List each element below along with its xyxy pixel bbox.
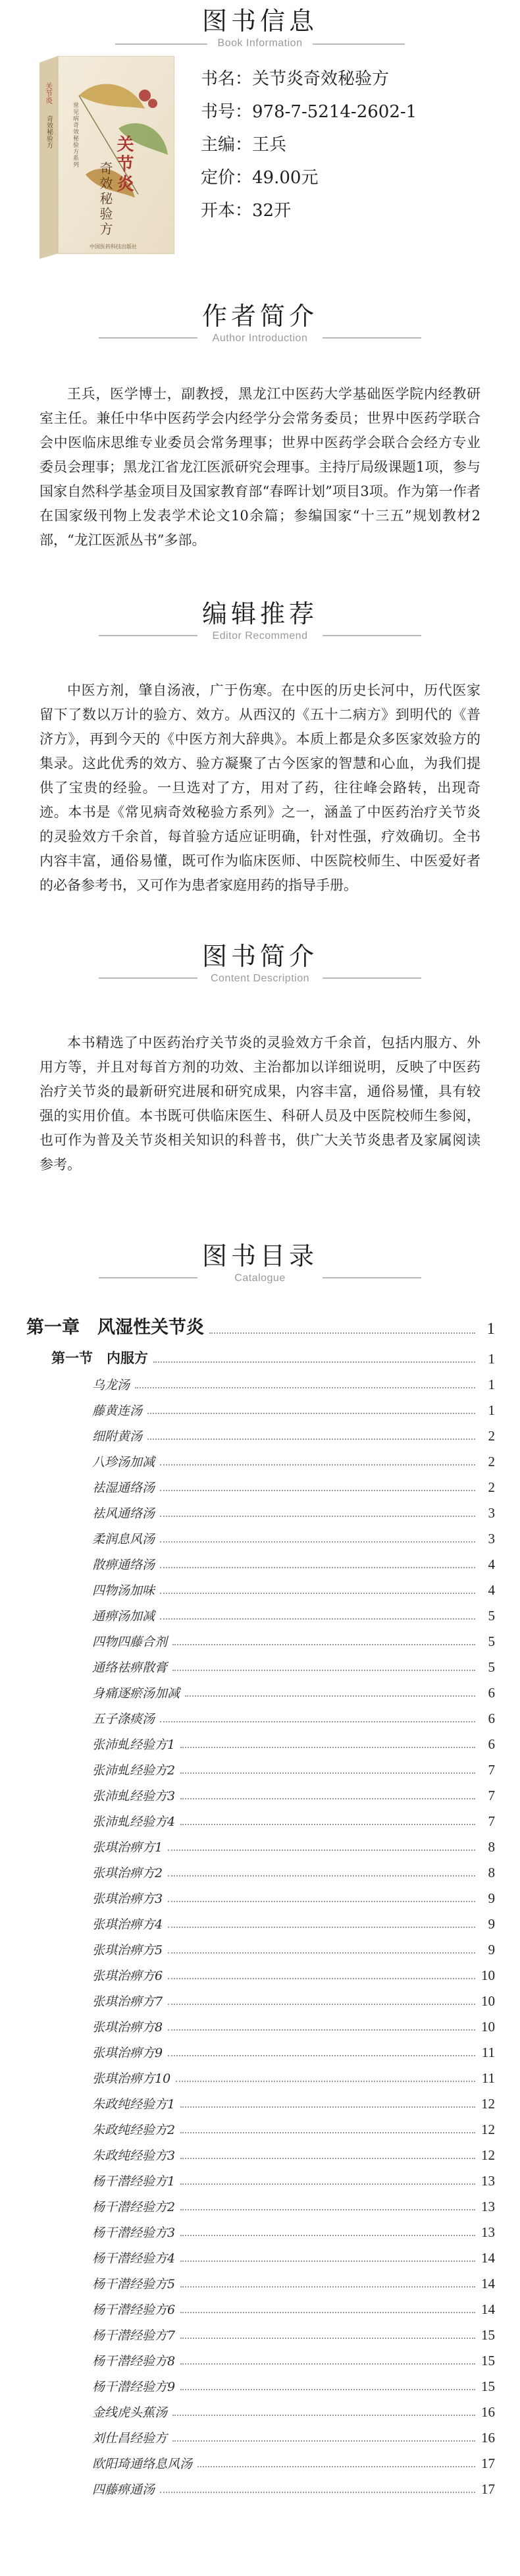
section-header-content: [0, 942, 520, 985]
toc-leader-dots: [160, 1721, 475, 1722]
toc-label: 朱政纯经验方2: [92, 2123, 176, 2137]
toc-entry: [26, 1805, 495, 1831]
toc-leader-dots: [147, 1439, 475, 1440]
toc-leader-dots: [180, 2338, 475, 2339]
section-header-author: [0, 302, 520, 345]
toc-leader-dots: [160, 1464, 475, 1466]
info-row-price: 定价：49.00元: [201, 168, 319, 188]
toc-leader-dots: [180, 2209, 475, 2210]
toc-leader-dots: [185, 1695, 475, 1697]
section-divider-right: [323, 337, 421, 339]
toc-leader-dots: [176, 2081, 475, 2082]
toc-entry: [26, 2165, 495, 2191]
toc-entry: [26, 1574, 495, 1600]
toc-leader-dots: [180, 2389, 475, 2390]
toc-leader-dots: [135, 1387, 475, 1388]
toc-leader-dots: [168, 2004, 475, 2005]
book-cover: [39, 56, 174, 259]
toc-page-number: 12: [481, 2096, 495, 2112]
cover-title-top: 关节炎: [114, 135, 134, 194]
toc-entry: [26, 1985, 495, 2011]
toc-page-number: 4: [488, 1556, 495, 1572]
toc-leader-dots: [160, 1567, 475, 1568]
toc-label: 四物四藤合剂: [92, 1635, 168, 1649]
toc-page-number: 10: [481, 2019, 495, 2035]
section-title: 图书信息: [201, 7, 318, 36]
toc-page-number: 15: [481, 2327, 495, 2343]
toc-entry: [26, 2345, 495, 2370]
toc-label: 张沛虬经验方1: [92, 1738, 176, 1752]
content-description-text: 本书精选了中医药治疗关节炎的灵验效方千余首，包括内服方、外用方等，并且对每首方剂的功效、主治都加以详细说明，反映了中医药治疗关节炎的最新研究进展和研究成果，内容丰富，通俗易懂，具有较强的实用价值。本书既可供临床医生、科研人员及中医院校师生参阅，也可作为普及关节炎相关知识的科普书，供广大关节炎患者及家属阅读参考。: [39, 1035, 481, 1172]
toc-label: 张沛虬经验方3: [92, 1789, 176, 1803]
toc-label: 张琪治痹方5: [92, 1943, 163, 1958]
toc-entry: [26, 1882, 495, 1908]
toc-entry: [26, 1959, 495, 1985]
toc-entry: [26, 2448, 495, 2473]
toc-label: 张琪治痹方2: [92, 1866, 163, 1880]
toc-page-number: 5: [488, 1633, 495, 1649]
toc-entry: [26, 1831, 495, 1857]
section-divider-left: [99, 1277, 197, 1278]
toc-entry: [26, 1857, 495, 1882]
toc-label: 四物汤加味: [92, 1583, 155, 1598]
toc-page-number: 5: [488, 1659, 495, 1675]
toc-page-number: 1: [486, 1320, 495, 1338]
toc-entry: [26, 1420, 495, 1446]
toc-entry: [26, 1728, 495, 1754]
info-row-format: 开本：32开: [201, 201, 292, 221]
section-title: 图书简介: [201, 942, 318, 971]
toc-page-number: 3: [488, 1531, 495, 1547]
toc-leader-dots: [180, 2261, 475, 2262]
toc-entry: [26, 2139, 495, 2165]
toc-entry: [26, 1523, 495, 1548]
toc-label: 杨干潜经验方8: [92, 2354, 176, 2369]
toc-entry: [26, 1677, 495, 1703]
toc-page-number: 7: [488, 1813, 495, 1829]
toc-label: 张琪治痹方4: [92, 1917, 163, 1932]
toc-page-number: 17: [481, 2481, 495, 2497]
toc-leader-dots: [180, 1747, 475, 1748]
toc-entry: [26, 2473, 495, 2499]
toc-leader-dots: [168, 1978, 475, 1979]
section-title: 作者简介: [201, 302, 318, 331]
toc-label: 张琪治痹方1: [92, 1840, 163, 1855]
toc-entry: [26, 1394, 495, 1420]
toc-page-number: 10: [481, 1993, 495, 2009]
toc-leader-dots: [147, 1413, 475, 1414]
toc-entry: [26, 1548, 495, 1574]
toc-label: 乌龙汤: [92, 1378, 130, 1392]
toc-page-number: 4: [488, 1582, 495, 1598]
toc-page-number: 5: [488, 1608, 495, 1624]
toc-page-number: 7: [488, 1788, 495, 1803]
section-subtitle: Catalogue: [234, 1273, 286, 1284]
toc-page-number: 9: [488, 1942, 495, 1958]
toc-page-number: 12: [481, 2147, 495, 2163]
toc-leader-dots: [160, 1490, 475, 1491]
toc-entry: [26, 2216, 495, 2242]
toc-page-number: 2: [488, 1428, 495, 1444]
toc-label: 张琪治痹方8: [92, 2020, 163, 2035]
cover-publisher: 中国医药科技出版社: [90, 244, 137, 250]
toc-leader-dots: [160, 1593, 475, 1594]
toc-page-number: 13: [481, 2199, 495, 2214]
section-subtitle: Editor Recommend: [212, 630, 308, 642]
toc-leader-dots: [160, 2492, 475, 2493]
toc-leader-dots: [180, 2158, 475, 2159]
toc-label: 祛湿通络汤: [92, 1481, 155, 1495]
toc-leader-dots: [168, 1875, 475, 1877]
section-divider-left: [99, 977, 197, 979]
section-divider-left: [99, 635, 197, 636]
toc-leader-dots: [168, 1927, 475, 1928]
toc-page-number: 16: [481, 2404, 495, 2420]
toc-leader-dots: [168, 1850, 475, 1851]
toc-label: 张琪治痹方9: [92, 2046, 163, 2060]
toc-chapter: [26, 1305, 495, 1340]
info-row-isbn: 书号：978-7-5214-2602-1: [201, 102, 417, 122]
toc-page-number: 14: [481, 2276, 495, 2291]
toc-entry: [26, 2191, 495, 2216]
toc-page-number: 13: [481, 2224, 495, 2240]
toc-entry: [26, 1471, 495, 1497]
section-divider-left: [99, 337, 197, 339]
toc-page-number: 2: [488, 1454, 495, 1469]
toc-label: 张琪治痹方10: [92, 2071, 171, 2086]
toc-leader-dots: [180, 2235, 475, 2236]
toc-page-number: 1: [488, 1377, 495, 1392]
spine-title-2: 奇效秘验方: [45, 115, 53, 148]
toc-leader-dots: [180, 2106, 475, 2108]
toc-leader-dots: [209, 1332, 475, 1334]
toc-label: 藤黄连汤: [92, 1404, 143, 1418]
toc-leader-dots: [153, 1361, 475, 1363]
toc-page-number: 15: [481, 2378, 495, 2394]
toc-label: 杨干潜经验方6: [92, 2303, 176, 2317]
toc-leader-dots: [172, 2415, 475, 2416]
toc-entry: [26, 2396, 495, 2422]
toc-label: 八珍汤加减: [92, 1455, 155, 1469]
toc-entry: [26, 1908, 495, 1934]
cover-title-bottom: 奇效秘验方: [97, 161, 113, 237]
toc-label: 四藤痹通汤: [92, 2482, 155, 2497]
toc-leader-dots: [172, 2440, 475, 2442]
section-header-catalog: [0, 1242, 520, 1285]
toc-page-number: 6: [488, 1711, 495, 1726]
spine-title: 关节炎: [44, 82, 53, 104]
toc-entry: [26, 2114, 495, 2139]
info-row-title: 书名：关节炎奇效秘验方: [201, 69, 390, 89]
section-subtitle: Content Description: [210, 973, 309, 984]
book-info-list: [201, 63, 490, 227]
toc-leader-dots: [160, 1516, 475, 1517]
toc-page-number: 7: [488, 1762, 495, 1778]
toc-page-number: 12: [481, 2122, 495, 2137]
toc-page-number: 14: [481, 2250, 495, 2266]
toc-leader-dots: [168, 1952, 475, 1954]
toc-label: 细附黄汤: [92, 1429, 143, 1444]
toc-label: 张琪治痹方6: [92, 1969, 163, 1983]
toc-entry: [26, 2088, 495, 2114]
toc-label: 散痹通络汤: [92, 1558, 155, 1572]
section-divider-right: [313, 43, 405, 45]
toc-entry: [26, 2011, 495, 2037]
toc-label: 杨干潜经验方5: [92, 2277, 176, 2291]
toc-page-number: 13: [481, 2173, 495, 2189]
toc-entry: [26, 1369, 495, 1394]
toc-entry: [26, 1754, 495, 1780]
toc-entry: [26, 2293, 495, 2319]
toc-page-number: 9: [488, 1890, 495, 1906]
toc-leader-dots: [180, 2286, 475, 2288]
toc-entry: [26, 1626, 495, 1651]
toc-page-number: 11: [481, 2070, 495, 2086]
toc-label: 杨干潜经验方2: [92, 2200, 176, 2214]
toc-label: 张沛虬经验方4: [92, 1815, 176, 1829]
toc-label: 张琪治痹方3: [92, 1892, 163, 1906]
toc-leader-dots: [168, 2055, 475, 2056]
toc-entry: [26, 1703, 495, 1728]
toc-entry: [26, 2422, 495, 2448]
toc-entry: [26, 1497, 495, 1523]
toc-page-number: 6: [488, 1685, 495, 1701]
section-divider-right: [323, 635, 421, 636]
toc-label: 祛风通络汤: [92, 1506, 155, 1521]
toc-label: 通痹汤加减: [92, 1609, 155, 1624]
toc-leader-dots: [168, 2029, 475, 2031]
toc-leader-dots: [180, 2312, 475, 2313]
toc-leader-dots: [172, 1644, 475, 1645]
toc-leader-dots: [180, 2132, 475, 2133]
toc-label: 第一节 内服方: [51, 1350, 148, 1366]
toc-entry: [26, 2062, 495, 2088]
section-title: 编辑推荐: [201, 599, 318, 628]
toc-leader-dots: [172, 1670, 475, 1671]
toc-label: 柔润息风汤: [92, 1532, 155, 1547]
section-header-editor: [0, 599, 520, 643]
section-divider-right: [323, 1277, 421, 1278]
toc-leader-dots: [180, 1824, 475, 1825]
toc-label: 刘仕昌经验方: [92, 2431, 168, 2446]
toc-label: 朱政纯经验方1: [92, 2097, 176, 2112]
toc-page-number: 17: [481, 2455, 495, 2471]
toc-page-number: 8: [488, 1865, 495, 1880]
toc-entry: [26, 1600, 495, 1626]
toc-leader-dots: [180, 2363, 475, 2365]
toc-label: 杨干潜经验方9: [92, 2380, 176, 2394]
toc-entry: [26, 2268, 495, 2293]
toc-page-number: 11: [481, 2044, 495, 2060]
section-divider-right: [323, 977, 421, 979]
toc-leader-dots: [197, 2466, 475, 2467]
toc-entry: [26, 2037, 495, 2062]
info-row-editor: 主编：王兵: [201, 135, 287, 155]
toc-label: 杨干潜经验方7: [92, 2328, 176, 2343]
table-of-contents: [26, 1305, 495, 2499]
toc-page-number: 8: [488, 1839, 495, 1855]
toc-entry: [26, 2242, 495, 2268]
toc-label: 张沛虬经验方2: [92, 1763, 176, 1778]
toc-leader-dots: [180, 2183, 475, 2185]
toc-page-number: 1: [488, 1402, 495, 1418]
toc-label: 杨干潜经验方4: [92, 2251, 176, 2266]
section-title: 图书目录: [201, 1242, 318, 1271]
toc-leader-dots: [160, 1541, 475, 1543]
section-divider-left: [115, 43, 207, 45]
toc-page-number: 15: [481, 2353, 495, 2369]
toc-label: 第一章 风湿性关节炎: [26, 1317, 204, 1338]
toc-section: [26, 1340, 495, 1369]
toc-label: 通络祛痹散膏: [92, 1660, 168, 1675]
toc-label: 身痛逐瘀汤加减: [92, 1686, 180, 1701]
toc-leader-dots: [180, 1772, 475, 1774]
toc-label: 杨干潜经验方3: [92, 2226, 176, 2240]
toc-page-number: 3: [488, 1505, 495, 1521]
toc-page-number: 10: [481, 1967, 495, 1983]
toc-page-number: 6: [488, 1736, 495, 1752]
toc-leader-dots: [180, 1798, 475, 1799]
toc-entry: [26, 1446, 495, 1471]
section-subtitle: Book Information: [217, 38, 303, 49]
toc-page-number: 1: [488, 1351, 495, 1367]
toc-label: 杨干潜经验方1: [92, 2174, 176, 2189]
toc-page-number: 16: [481, 2430, 495, 2446]
toc-leader-dots: [160, 1618, 475, 1620]
section-subtitle: Author Introduction: [212, 333, 308, 344]
toc-label: 五子涤痰汤: [92, 1712, 155, 1726]
cover-series: 常见病奇效秘验方系列: [72, 102, 78, 168]
toc-entry: [26, 2370, 495, 2396]
toc-leader-dots: [168, 1901, 475, 1902]
toc-entry: [26, 1651, 495, 1677]
editor-recommend-text: 中医方剂，肇自汤液，广于伤寒。在中医的历史长河中，历代医家留下了数以万计的验方、效方。从西汉的《五十二病方》到明代的《普济方》，再到今天的《中医方剂大辞典》。本质上都是众多医家效验方的集录。这此优秀的效方、验方凝聚了古今医家的智慧和心血，为我们提供了宝贵的经验。一旦选对了方，用对了药，往往峰会路转，出现奇迹。本书是《常见病奇效秘验方系列》之一，涵盖了中医药治疗关节炎的灵验效方千余首，每首验方适应证明确，针对性强，疗效确切。全书内容丰富，通俗易懂，既可作为临床医师、中医院校师生、中医爱好者的必备参考书，又可作为患者家庭用药的指导手册。: [39, 682, 481, 893]
author-intro-text: 王兵，医学博士，副教授，黑龙江中医药大学基础医学院内经教研室主任。兼任中华中医药学会内经学分会常务委员；世界中医药学联合会中医临床思维专业委员会常务理事；世界中医药学会联合会经方专业委员会理事；黑龙江省龙江医派研究会理事。主持厅局级课题1项，参与国家自然科学基金项目及国家教育部“春晖计划”项目3项。作为第一作者在国家级刊物上发表学术论文10余篇；参编国家“十三五”规划教材2部，“龙江医派丛书”多部。: [39, 386, 481, 548]
toc-page-number: 14: [481, 2301, 495, 2317]
toc-entry: [26, 1780, 495, 1805]
toc-label: 张琪治痹方7: [92, 1994, 163, 2009]
toc-label: 欧阳琦通络息风汤: [92, 2457, 193, 2471]
section-header-info: [0, 7, 520, 50]
toc-label: 朱政纯经验方3: [92, 2149, 176, 2163]
toc-page-number: 9: [488, 1916, 495, 1932]
toc-entry: [26, 2319, 495, 2345]
toc-entry: [26, 1934, 495, 1959]
toc-label: 金线虎头蕉汤: [92, 2405, 168, 2420]
toc-page-number: 2: [488, 1479, 495, 1495]
